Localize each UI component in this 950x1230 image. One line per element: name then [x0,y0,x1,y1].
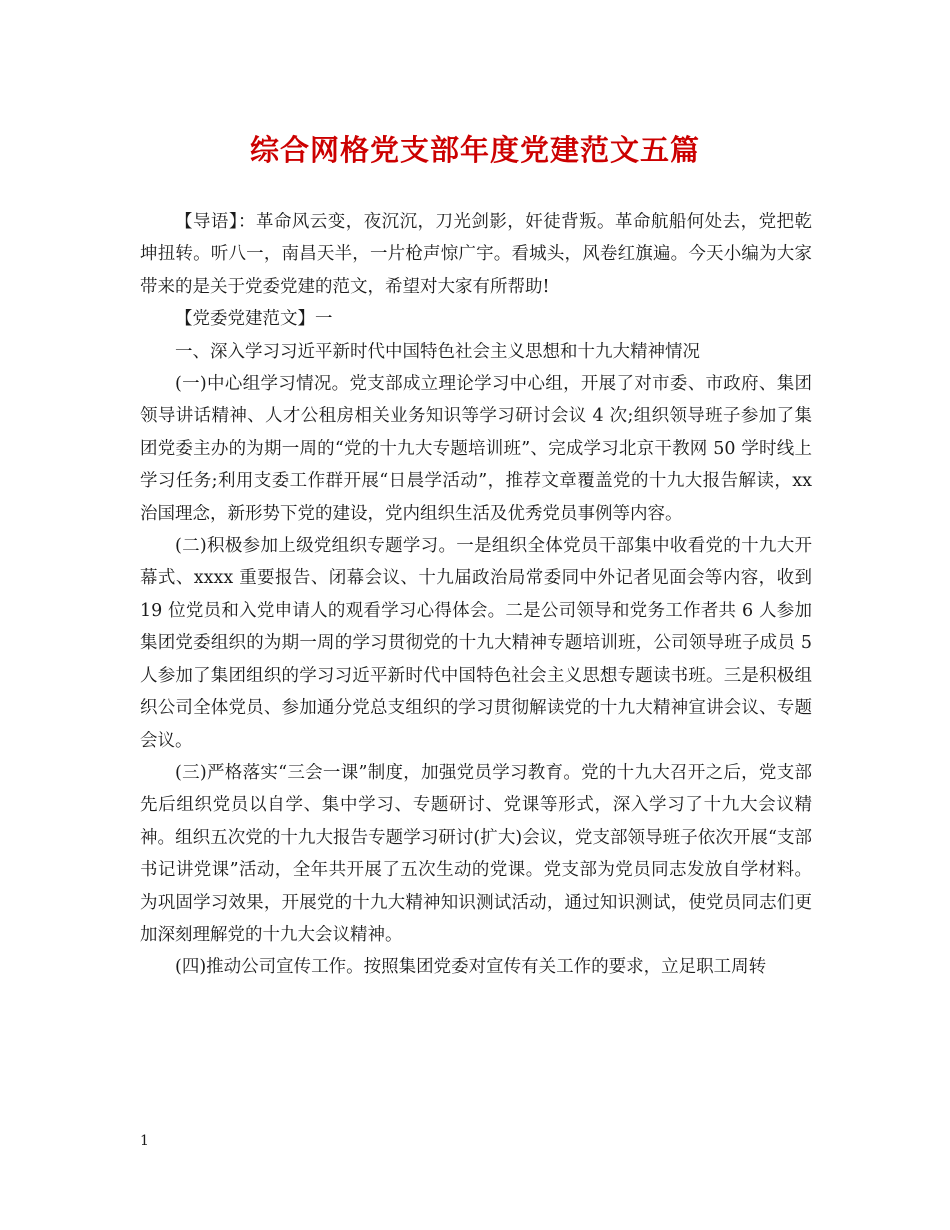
paragraph-heading-1: 一、深入学习习近平新时代中国特色社会主义思想和十九大精神情况 [175,341,700,362]
document-body [140,206,812,984]
document-title: 综合网格党支部年度党建范文五篇 [249,133,700,167]
paragraph-item-4: (四)推动公司宣传工作。按照集团党委对宣传有关工作的要求，立足职工周转 [175,957,767,978]
page-number: 1 [140,1133,149,1149]
paragraph-intro: 【导语】：革命风云变，夜沉沉，刀光剑影，奸徒背叛。革命航船何处去，党把乾坤扭转。听八一，南昌天半，一片枪声惊广宇。看城头，风卷红旗遍。今天小编为大家带来的是关于党委党建的范文，希望对大家有所帮助! [140,212,812,297]
paragraph-item-1: (一)中心组学习情况。党支部成立理论学习中心组，开展了对市委、市政府、集团领导讲话精神、人才公租房相关业务知识等学习研讨会议 4 次;组织领导班子参加了集团党委主办的为期一周的“党的十九大专题培训班”、完成学习北京干教网 50 学时线上学习任务;利用支委工作群开展“日晨学活动”，推荐文章覆盖党的十九大报告解读，xx 治国理念，新形势下党的建设，党内组织生活及优秀党员事例等内容。 [140,374,812,524]
paragraph-section-label: 【党委党建范文】一 [175,309,333,330]
paragraph-item-3: (三)严格落实“三会一课”制度，加强党员学习教育。党的十九大召开之后，党支部先后组织党员以自学、集中学习、专题研讨、党课等形式，深入学习了十九大会议精神。组织五次党的十九大报告专题学习研讨(扩大)会议，党支部领导班子依次开展“支部书记讲党课”活动，全年共开展了五次生动的党课。党支部为党员同志发放自学材料。为巩固学习效果，开展党的十九大精神知识测试活动，通过知识测试，使党员同志们更加深刻理解党的十九大会议精神。 [140,762,812,945]
paragraph-item-2: (二)积极参加上级党组织专题学习。一是组织全体党员干部集中收看党的十九大开幕式、xxxx 重要报告、闭幕会议、十九届政治局常委同中外记者见面会等内容，收到 19 位党员和入党申请人的观看学习心得体会。二是公司领导和党务工作者共 6 人参加集团党委组织的为期一周的学习贯彻党的十九大精神专题培训班，公司领导班子成员 5 人参加了集团组织的学习习近平新时代中国特色社会主义思想专题读书班。三是积极组织公司全体党员、参加通分党总支组织的学习贯彻解读党的十九大精神宣讲会议、专题会议。 [140,536,812,751]
